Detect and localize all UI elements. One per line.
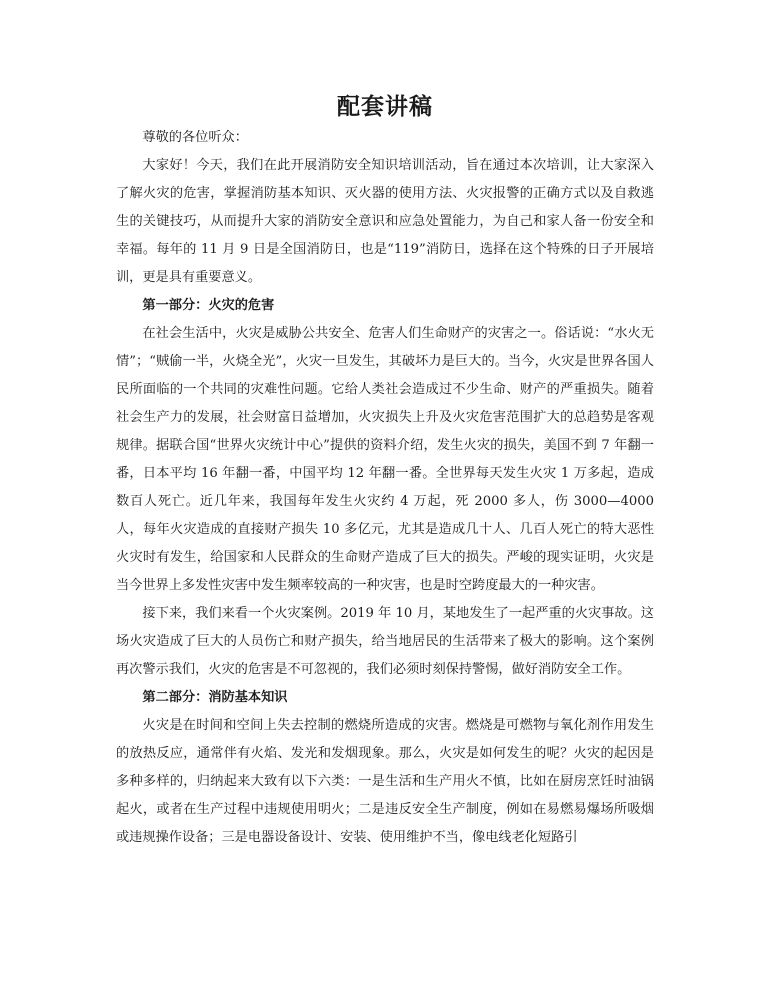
section-1-heading: 第一部分：火灾的危害 (142, 298, 275, 313)
salutation: 尊敬的各位听众： (142, 130, 248, 145)
section-2-paragraph-1: 火灾是在时间和空间上失去控制的燃烧所造成的灾害。燃烧是可燃物与氧化剂作用发生的放热反应，通常伴有火焰、发光和发烟现象。那么，火灾是如何发生的呢？火灾的起因是多种多样的，归纳起来大致有以下六类：一是生活和生产用火不慎，比如在厨房烹饪时油锅起火，或者在生产过程中违规使用明火；二是违反安全生产制度，例如在易燃易爆场所吸烟或违规操作设备；三是电器设备设计、安装、使用维护不当，像电线老化短路引 (116, 718, 654, 845)
document-title: 配套讲稿 (337, 93, 433, 120)
section-1-paragraph-2: 接下来，我们来看一个火灾案例。2019 年 10 月，某地发生了一起严重的火灾事故。这场火灾造成了巨大的人员伤亡和财产损失，给当地居民的生活带来了极大的影响。这个案例再次警示我们，火灾的危害是不可忽视的，我们必须时刻保持警惕，做好消防安全工作。 (116, 606, 654, 677)
document-body (116, 124, 654, 852)
section-2-heading: 第二部分：消防基本知识 (142, 690, 288, 705)
section-1-paragraph-1: 在社会生活中，火灾是威胁公共安全、危害人们生命财产的灾害之一。俗话说：“水火无情”；“贼偷一半，火烧全光”，火灾一旦发生，其破坏力是巨大的。当今，火灾是世界各国人民所面临的一个共同的灾难性问题。它给人类社会造成过不少生命、财产的严重损失。随着社会生产力的发展，社会财富日益增加，火灾损失上升及火灾危害范围扩大的总趋势是客观规律。据联合国“世界火灾统计中心”提供的资料介绍，发生火灾的损失，美国不到 7 年翻一番，日本平均 16 年翻一番，中国平均 12 年翻一番。全世界每天发生火灾 1 万多起，造成数百人死亡。近几年来，我国每年发生火灾约 4 万起，死 2000 多人，伤 3000—4000 人，每年火灾造成的直接财产损失 10 多亿元，尤其是造成几十人、几百人死亡的特大恶性火灾时有发生，给国家和人民群众的生命财产造成了巨大的损失。严峻的现实证明，火灾是当今世界上多发性灾害中发生频率较高的一种灾害，也是时空跨度最大的一种灾害。 (116, 326, 654, 593)
intro-paragraph: 大家好！今天，我们在此开展消防安全知识培训活动，旨在通过本次培训，让大家深入了解火灾的危害，掌握消防基本知识、灭火器的使用方法、火灾报警的正确方式以及自救逃生的关键技巧，从而提升大家的消防安全意识和应急处置能力，为自己和家人备一份安全和幸福。每年的 11 月 9 日是全国消防日，也是“119”消防日，选择在这个特殊的日子开展培训，更是具有重要意义。 (116, 158, 654, 285)
